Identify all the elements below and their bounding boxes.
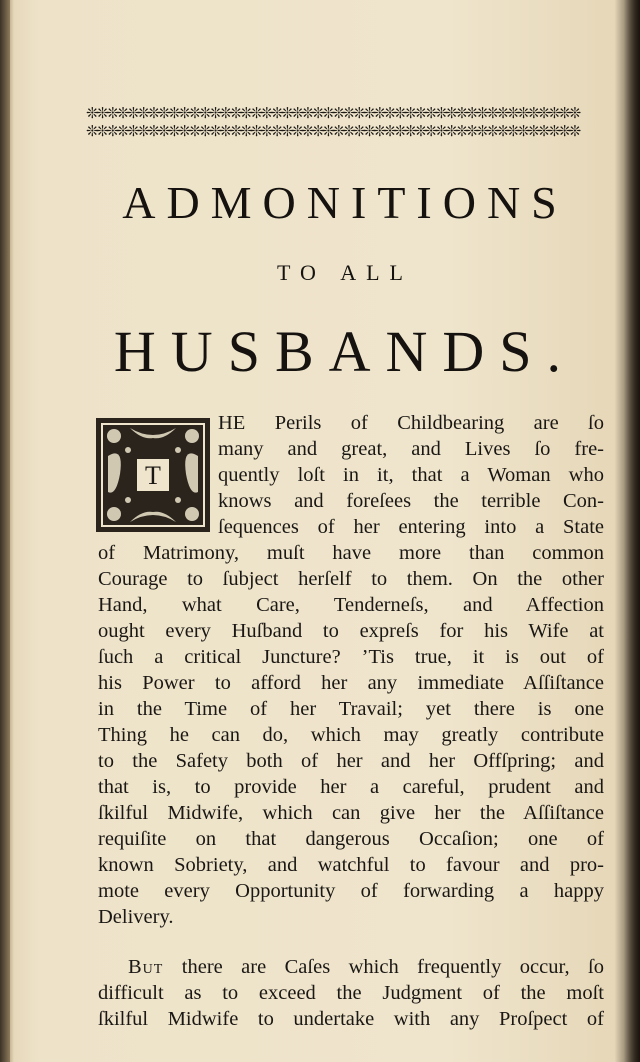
text-line: that is, to provide her a careful, prudent and (98, 776, 604, 798)
text-line: Thing he can do, which may greatly contribute (98, 724, 604, 746)
text-line: quently loſt in it, that a Woman who (218, 464, 604, 486)
book-spine (0, 0, 10, 1062)
ornament-border-bottom: ❊❊❊❊❊❊❊❊❊❊❊❊❊❊❊❊❊❊❊❊❊❊❊❊❊❊❊❊❊❊❊❊❊❊❊❊❊❊❊❊❊❊❊❊❊❊❊❊ (86, 122, 579, 140)
text-line: requiſite on that dangerous Occaſion; one of (98, 828, 604, 850)
text-line: HE Perils of Childbearing are ſo (218, 412, 604, 434)
text-line: many and great, and Lives ſo fre- (218, 438, 604, 460)
text-line: ſkilful Midwife to undertake with any Proſpect of (98, 1008, 604, 1030)
text-line-rest: there are Caſes which frequently occur, ſo (163, 956, 604, 978)
text-line: of Matrimony, muſt have more than common (98, 542, 604, 564)
dropcap-letter: T (145, 461, 161, 490)
text-line: ſequences of her entering into a State (218, 516, 604, 538)
text-line: his Power to afford her any immediate Aſſiſtance (98, 672, 604, 694)
text-line: in the Time of her Travail; yet there is one (98, 698, 604, 720)
text-line: knows and foreſees the terrible Con- (218, 490, 604, 512)
text-line: ſkilful Midwife, which can give her the Aſſiſtance (98, 802, 604, 824)
text-line: mote every Opportunity of forwarding a happy (98, 880, 604, 902)
text-line: Courage to ſubject herſelf to them. On the other (98, 568, 604, 590)
page-edge-shadow (624, 0, 640, 1062)
text-line: ſuch a critical Juncture? ’Tis true, it is out of (98, 646, 604, 668)
ornamental-dropcap (94, 416, 212, 534)
text-line: Delivery. (98, 906, 174, 928)
lead-word: But (128, 956, 164, 978)
text-line: known Sobriety, and watchful to favour and pro- (98, 854, 604, 876)
title-admonitions: ADMONITIONS (122, 177, 568, 228)
title-to-all: TO ALL (277, 260, 413, 285)
text-line-para2-start (128, 954, 604, 980)
text-line: to the Safety both of her and her Offſpring; and (98, 750, 604, 772)
text-line: ought every Huſband to expreſs for his Wife at (98, 620, 604, 642)
text-line: Hand, what Care, Tenderneſs, and Affection (98, 594, 604, 616)
text-line: difficult as to exceed the Judgment of the moſt (98, 982, 604, 1004)
ornament-border-top: ❊❊❊❊❊❊❊❊❊❊❊❊❊❊❊❊❊❊❊❊❊❊❊❊❊❊❊❊❊❊❊❊❊❊❊❊❊❊❊❊❊❊❊❊❊❊❊❊ (86, 104, 579, 122)
title-husbands: HUSBANDS. (113, 319, 577, 384)
